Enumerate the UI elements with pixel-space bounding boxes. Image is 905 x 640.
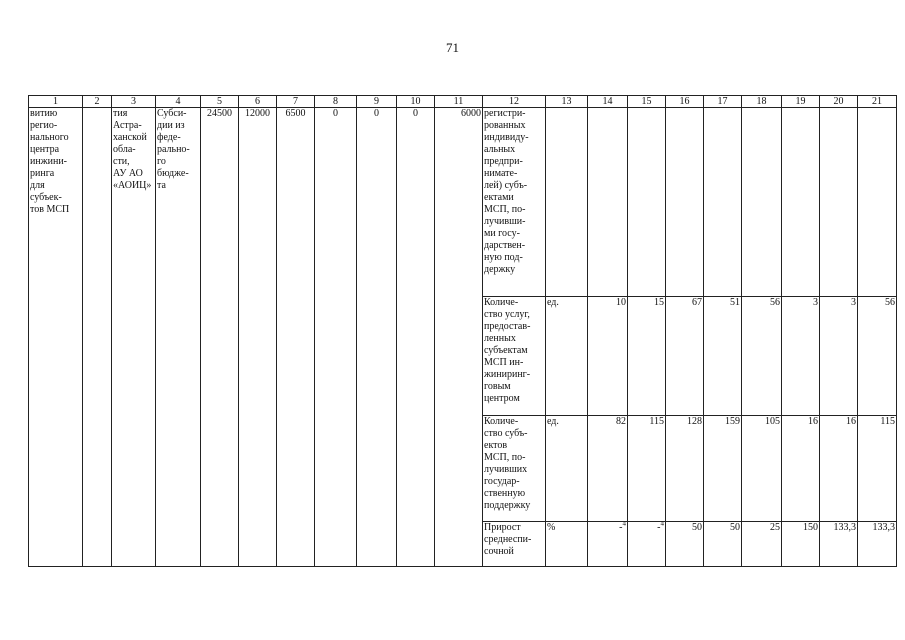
column-header: 15 [628, 96, 666, 108]
column-header: 19 [782, 96, 820, 108]
value-cell: 105 [742, 416, 782, 522]
value-cell [742, 108, 782, 297]
value-cell: 115 [628, 416, 666, 522]
column-header: 2 [83, 96, 112, 108]
amount-cell: 0 [397, 108, 435, 567]
value-cell [628, 108, 666, 297]
value-cell [782, 108, 820, 297]
indicator-name-cell: Прирост среднеспи- сочной [483, 522, 546, 567]
value-cell: 133,3 [858, 522, 897, 567]
value-cell: 16 [820, 416, 858, 522]
amount-cell: 6000 [435, 108, 483, 567]
column-header: 3 [112, 96, 156, 108]
value-cell: 51 [704, 297, 742, 416]
column-header: 13 [546, 96, 588, 108]
indicator-name-cell: Количе- ство услуг, предостав- ленных субъектам МСП ин- жиниринг- говым центром [483, 297, 546, 416]
value-cell: 50 [666, 522, 704, 567]
column-header: 20 [820, 96, 858, 108]
footnote-mark: 4 [660, 521, 664, 528]
cell-col2 [83, 108, 112, 567]
value-cell: 67 [666, 297, 704, 416]
column-header: 1 [29, 96, 83, 108]
indicator-name-cell: регистри- рованных индивиду- альных предпри- нимате- лей) субъ- ектами МСП, по- лучивши- ми госу- дарствен- ную под- держку [483, 108, 546, 297]
column-header: 8 [315, 96, 357, 108]
amount-cell: 0 [357, 108, 397, 567]
column-number-row [29, 96, 897, 108]
value-cell: 56 [742, 297, 782, 416]
indicator-table [28, 95, 897, 567]
value-cell: 128 [666, 416, 704, 522]
value-cell: 115 [858, 416, 897, 522]
value-text: - [619, 522, 623, 533]
value-cell [666, 108, 704, 297]
column-header: 9 [357, 96, 397, 108]
column-header: 11 [435, 96, 483, 108]
value-cell: 16 [782, 416, 820, 522]
value-cell: 133,3 [820, 522, 858, 567]
column-header: 5 [201, 96, 239, 108]
column-header: 14 [588, 96, 628, 108]
value-cell [704, 108, 742, 297]
event-name-cell: витию регио- нального центра инжини- ринга для субъек- тов МСП [29, 108, 83, 567]
indicator-name-cell: Количе- ство субъ- ектов МСП, по- лучивших государ- ственную поддержку [483, 416, 546, 522]
value-cell [588, 522, 628, 567]
value-cell: 82 [588, 416, 628, 522]
funding-source-cell: Субси- дии из федe- рально- го бюдже- та [156, 108, 201, 567]
value-cell: 159 [704, 416, 742, 522]
executor-cell: тия Астра- ханской обла- сти, АУ АО «АОИЦ» [112, 108, 156, 567]
unit-cell: % [546, 522, 588, 567]
value-cell: 3 [782, 297, 820, 416]
amount-cell: 12000 [239, 108, 277, 567]
unit-cell: ед. [546, 416, 588, 522]
column-header: 10 [397, 96, 435, 108]
column-header: 7 [277, 96, 315, 108]
column-header: 16 [666, 96, 704, 108]
value-cell [628, 522, 666, 567]
value-cell: 50 [704, 522, 742, 567]
page-number: 71 [446, 40, 459, 55]
value-cell [820, 108, 858, 297]
unit-cell [546, 108, 588, 297]
column-header: 21 [858, 96, 897, 108]
value-cell: 25 [742, 522, 782, 567]
table-row [29, 108, 897, 297]
column-header: 12 [483, 96, 546, 108]
value-cell: 3 [820, 297, 858, 416]
amount-cell: 0 [315, 108, 357, 567]
column-header: 6 [239, 96, 277, 108]
column-header: 17 [704, 96, 742, 108]
value-cell: 15 [628, 297, 666, 416]
value-cell [858, 108, 897, 297]
column-header: 4 [156, 96, 201, 108]
amount-cell: 24500 [201, 108, 239, 567]
value-cell [588, 108, 628, 297]
amount-cell: 6500 [277, 108, 315, 567]
value-cell: 56 [858, 297, 897, 416]
column-header: 18 [742, 96, 782, 108]
value-cell: 10 [588, 297, 628, 416]
value-cell: 150 [782, 522, 820, 567]
footnote-mark: 4 [622, 521, 626, 528]
value-text: - [657, 522, 661, 533]
unit-cell: ед. [546, 297, 588, 416]
